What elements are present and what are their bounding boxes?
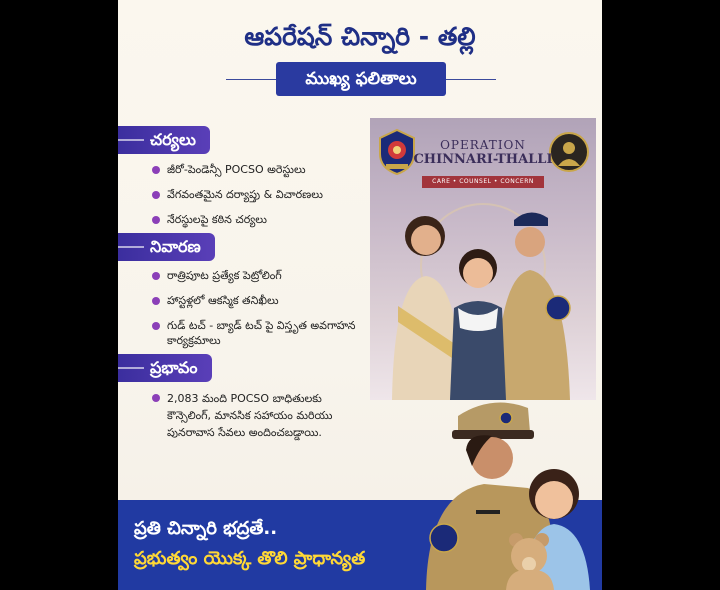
divider-line: [226, 79, 276, 80]
actions-list: [152, 162, 362, 237]
bullet-dot: [152, 216, 160, 224]
operation-tagline: CARE • COUNSEL • CONCERN: [422, 176, 544, 188]
poster: [118, 0, 602, 590]
list-item: నేరస్థులపై కఠిన చర్యలు: [152, 212, 362, 227]
campaign-photo: [370, 118, 596, 400]
bullet-dot: [152, 272, 160, 280]
officer-with-child-illustration: [418, 392, 602, 590]
bullet-dot: [152, 191, 160, 199]
bullet-dot: [152, 297, 160, 305]
operation-name: CHINNARI-THALLI: [413, 152, 553, 167]
bullet-dot: [152, 394, 160, 402]
list-item: రాత్రిపూట ప్రత్యేక పెట్రోలింగ్: [152, 268, 362, 283]
section-heading-impact: ప్రభావం: [118, 354, 212, 382]
footer-line-1: ప్రతి చిన్నారి భద్రతే..: [134, 518, 278, 539]
footer-line-2: ప్రభుత్వం యొక్క తొలి ప్రాధాన్యత: [134, 548, 366, 569]
poster-subtitle: ముఖ్య ఫలితాలు: [276, 62, 446, 96]
section-heading-prevention: నివారణ: [118, 233, 215, 261]
poster-title: ఆపరేషన్ చిన్నారి - తల్లి: [244, 22, 476, 51]
bullet-dot: [152, 166, 160, 174]
list-item: 2,083 మంది POCSO బాధితులకు కౌన్సెలింగ్, మానసిక సహాయం మరియు పునరావాస సేవలు అందించబడ్డాయి.: [152, 390, 352, 441]
impact-list: [152, 390, 352, 451]
list-item: వేగవంతమైన దర్యాప్తు & విచారణలు: [152, 187, 362, 202]
divider-line: [446, 79, 496, 80]
list-item: హాస్టళ్లలో ఆకస్మిక తనిఖీలు: [152, 293, 362, 308]
section-heading-actions: చర్యలు: [118, 126, 210, 154]
mother-child-officer-illustration: [370, 196, 596, 400]
list-item: జీరో-పెండెన్సీ POCSO అరెస్టులు: [152, 162, 362, 177]
prevention-list: [152, 268, 362, 358]
list-item: గుడ్ టచ్ - బ్యాడ్ టచ్ పై విస్తృత అవగాహన కార్యక్రమాలు: [152, 318, 362, 348]
operation-label: OPERATION: [440, 138, 526, 152]
subtitle-bar: [118, 62, 602, 96]
bullet-dot: [152, 322, 160, 330]
